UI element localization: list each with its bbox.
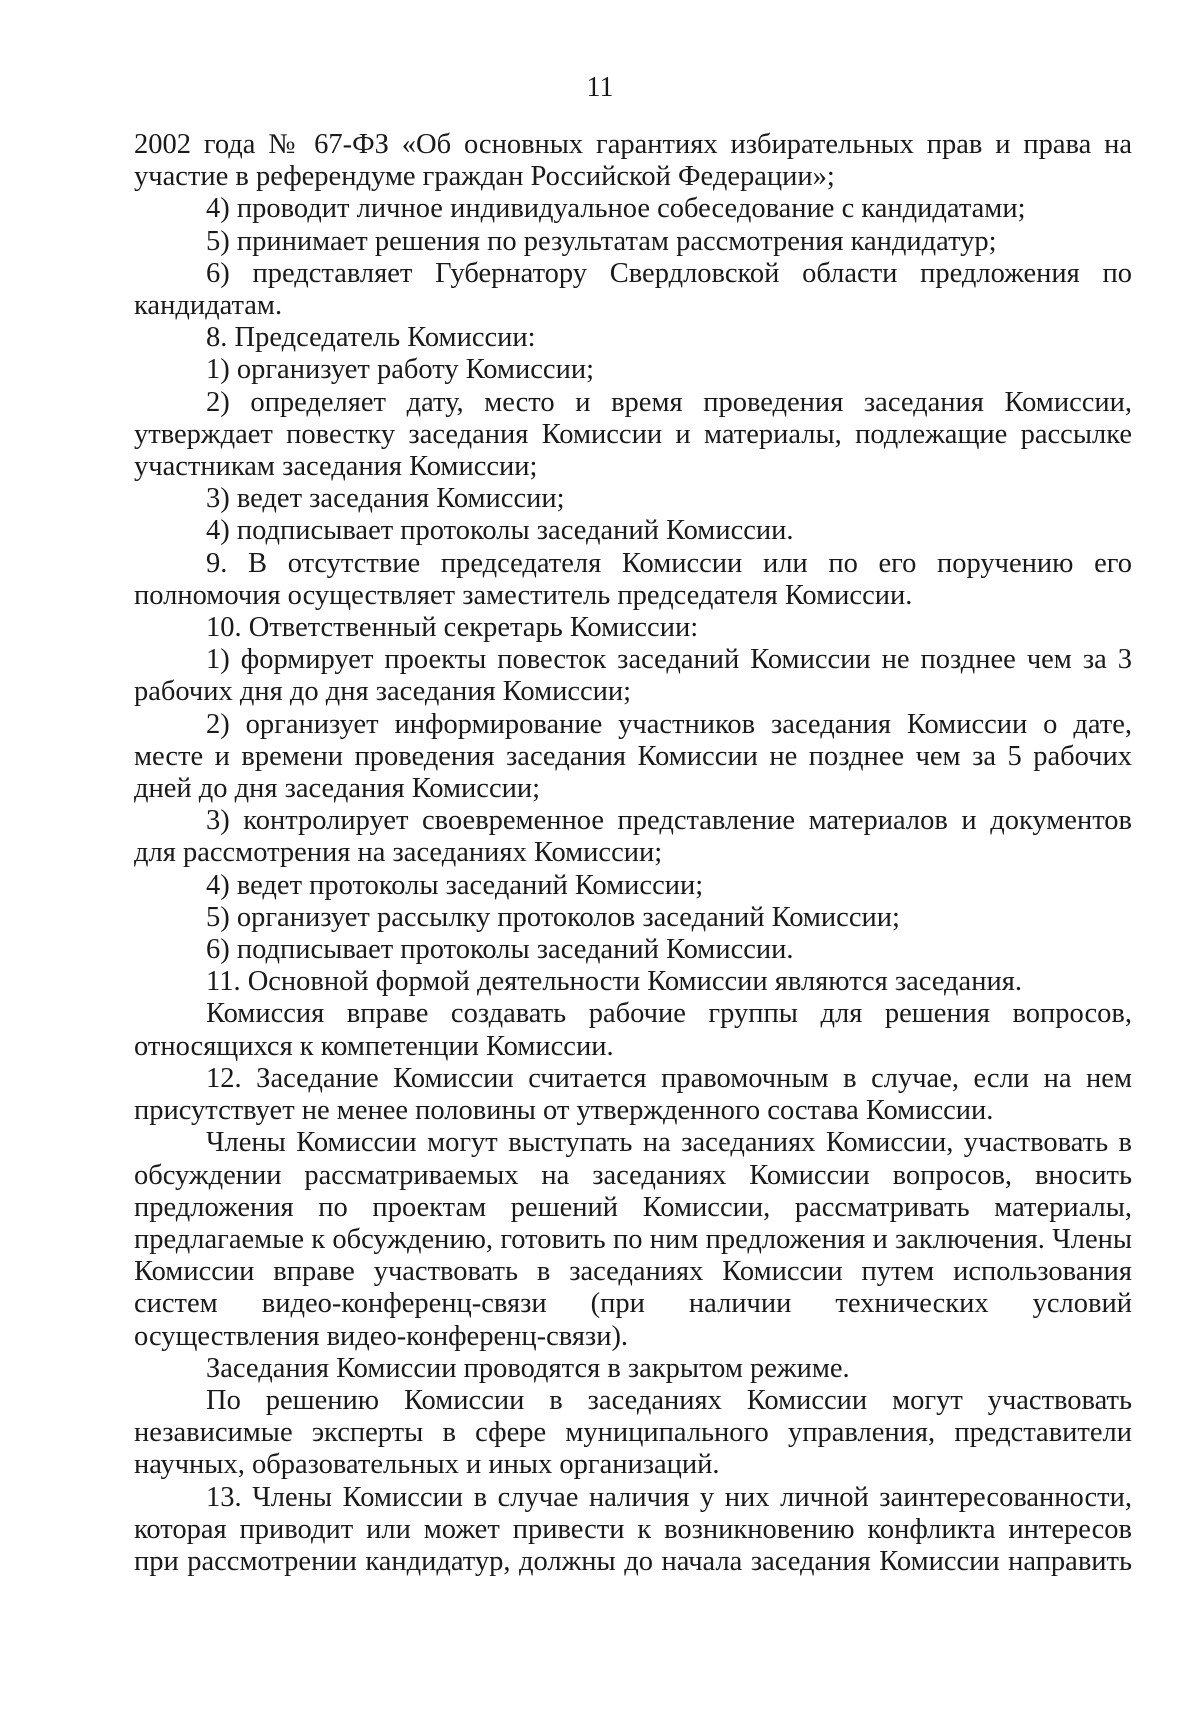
paragraph: 3) ведет заседания Комиссии;	[206, 483, 565, 515]
paragraph: 5) принимает решения по результатам рассмотрения кандидатур;	[206, 225, 997, 257]
paragraph: 9. В отсутствие председателя Комиссии или по его поручению его полномочия осуществляет заместитель председателя Комиссии.	[134, 547, 1132, 611]
paragraph: 6) подписывает протоколы заседаний Комиссии.	[206, 934, 794, 966]
page-number: 11	[586, 72, 614, 103]
paragraph: 3) контролирует своевременное представление материалов и документов для рассмотрения на заседаниях Комиссии;	[134, 805, 1132, 869]
paragraph: По решению Комиссии в заседаниях Комиссии могут участвовать независимые эксперты в сфере муниципального управления, представители научных, образовательных и иных организаций.	[134, 1384, 1132, 1481]
paragraph: 12. Заседание Комиссии считается правомочным в случае, если на нем присутствует не менее половины от утвержденного состава Комиссии.	[134, 1062, 1132, 1127]
paragraph: Члены Комиссии могут выступать на заседаниях Комиссии, участвовать в обсуждении рассматриваемых на заседаниях Комиссии вопросов, вносить предложения по проектам решений Комиссии, рассматривать материалы, предлагаемые к обсуждению, готовить по ним предложения и заключения. Члены Комиссии вправе участвовать в заседаниях Комиссии путем использования систем видео-конференц-связи (при наличии технических условий осуществления видео-конференц-связи).	[134, 1127, 1132, 1352]
paragraph: 6) представляет Губернатору Свердловской области предложения по кандидатам.	[134, 257, 1132, 322]
paragraph: Заседания Комиссии проводятся в закрытом режиме.	[206, 1352, 850, 1384]
paragraph: 4) проводит личное индивидуальное собеседование с кандидатами;	[206, 193, 1026, 225]
paragraph: 1) формирует проекты повесток заседаний Комиссии не позднее чем за 3 рабочих дня до дня заседания Комиссии;	[134, 644, 1132, 708]
paragraph: 8. Председатель Комиссии:	[206, 322, 536, 354]
paragraph: 4) ведет протоколы заседаний Комиссии;	[206, 869, 704, 901]
paragraph: 2002 года № 67-ФЗ «Об основных гарантиях избирательных прав и права на участие в референдуме граждан Российской Федерации»;	[134, 129, 1132, 193]
paragraph: 11. Основной формой деятельности Комиссии являются заседания.	[206, 966, 1022, 998]
paragraph: 2) организует информирование участников заседания Комиссии о дате, месте и времени проведения заседания Комиссии не позднее чем за 5 рабочих дней до дня заседания Комиссии;	[134, 708, 1132, 805]
paragraph: 13. Члены Комиссии в случае наличия у них личной заинтересованности, которая приводит или может привести к возникновению конфликта интересов при рассмотрении кандидатур, должны до начала заседания Комиссии направить	[134, 1481, 1132, 1577]
paragraph: 10. Ответственный секретарь Комиссии:	[206, 612, 699, 644]
document-body	[134, 129, 1132, 1578]
paragraph: 5) организует рассылку протоколов заседаний Комиссии;	[206, 901, 900, 933]
paragraph: 4) подписывает протоколы заседаний Комиссии.	[206, 515, 794, 547]
paragraph: 1) организует работу Комиссии;	[206, 354, 595, 386]
paragraph: Комиссия вправе создавать рабочие группы для решения вопросов, относящихся к компетенции Комиссии.	[134, 998, 1132, 1062]
paragraph: 2) определяет дату, место и время проведения заседания Комиссии, утверждает повестку заседания Комиссии и материалы, подлежащие рассылке участникам заседания Комиссии;	[134, 386, 1132, 483]
